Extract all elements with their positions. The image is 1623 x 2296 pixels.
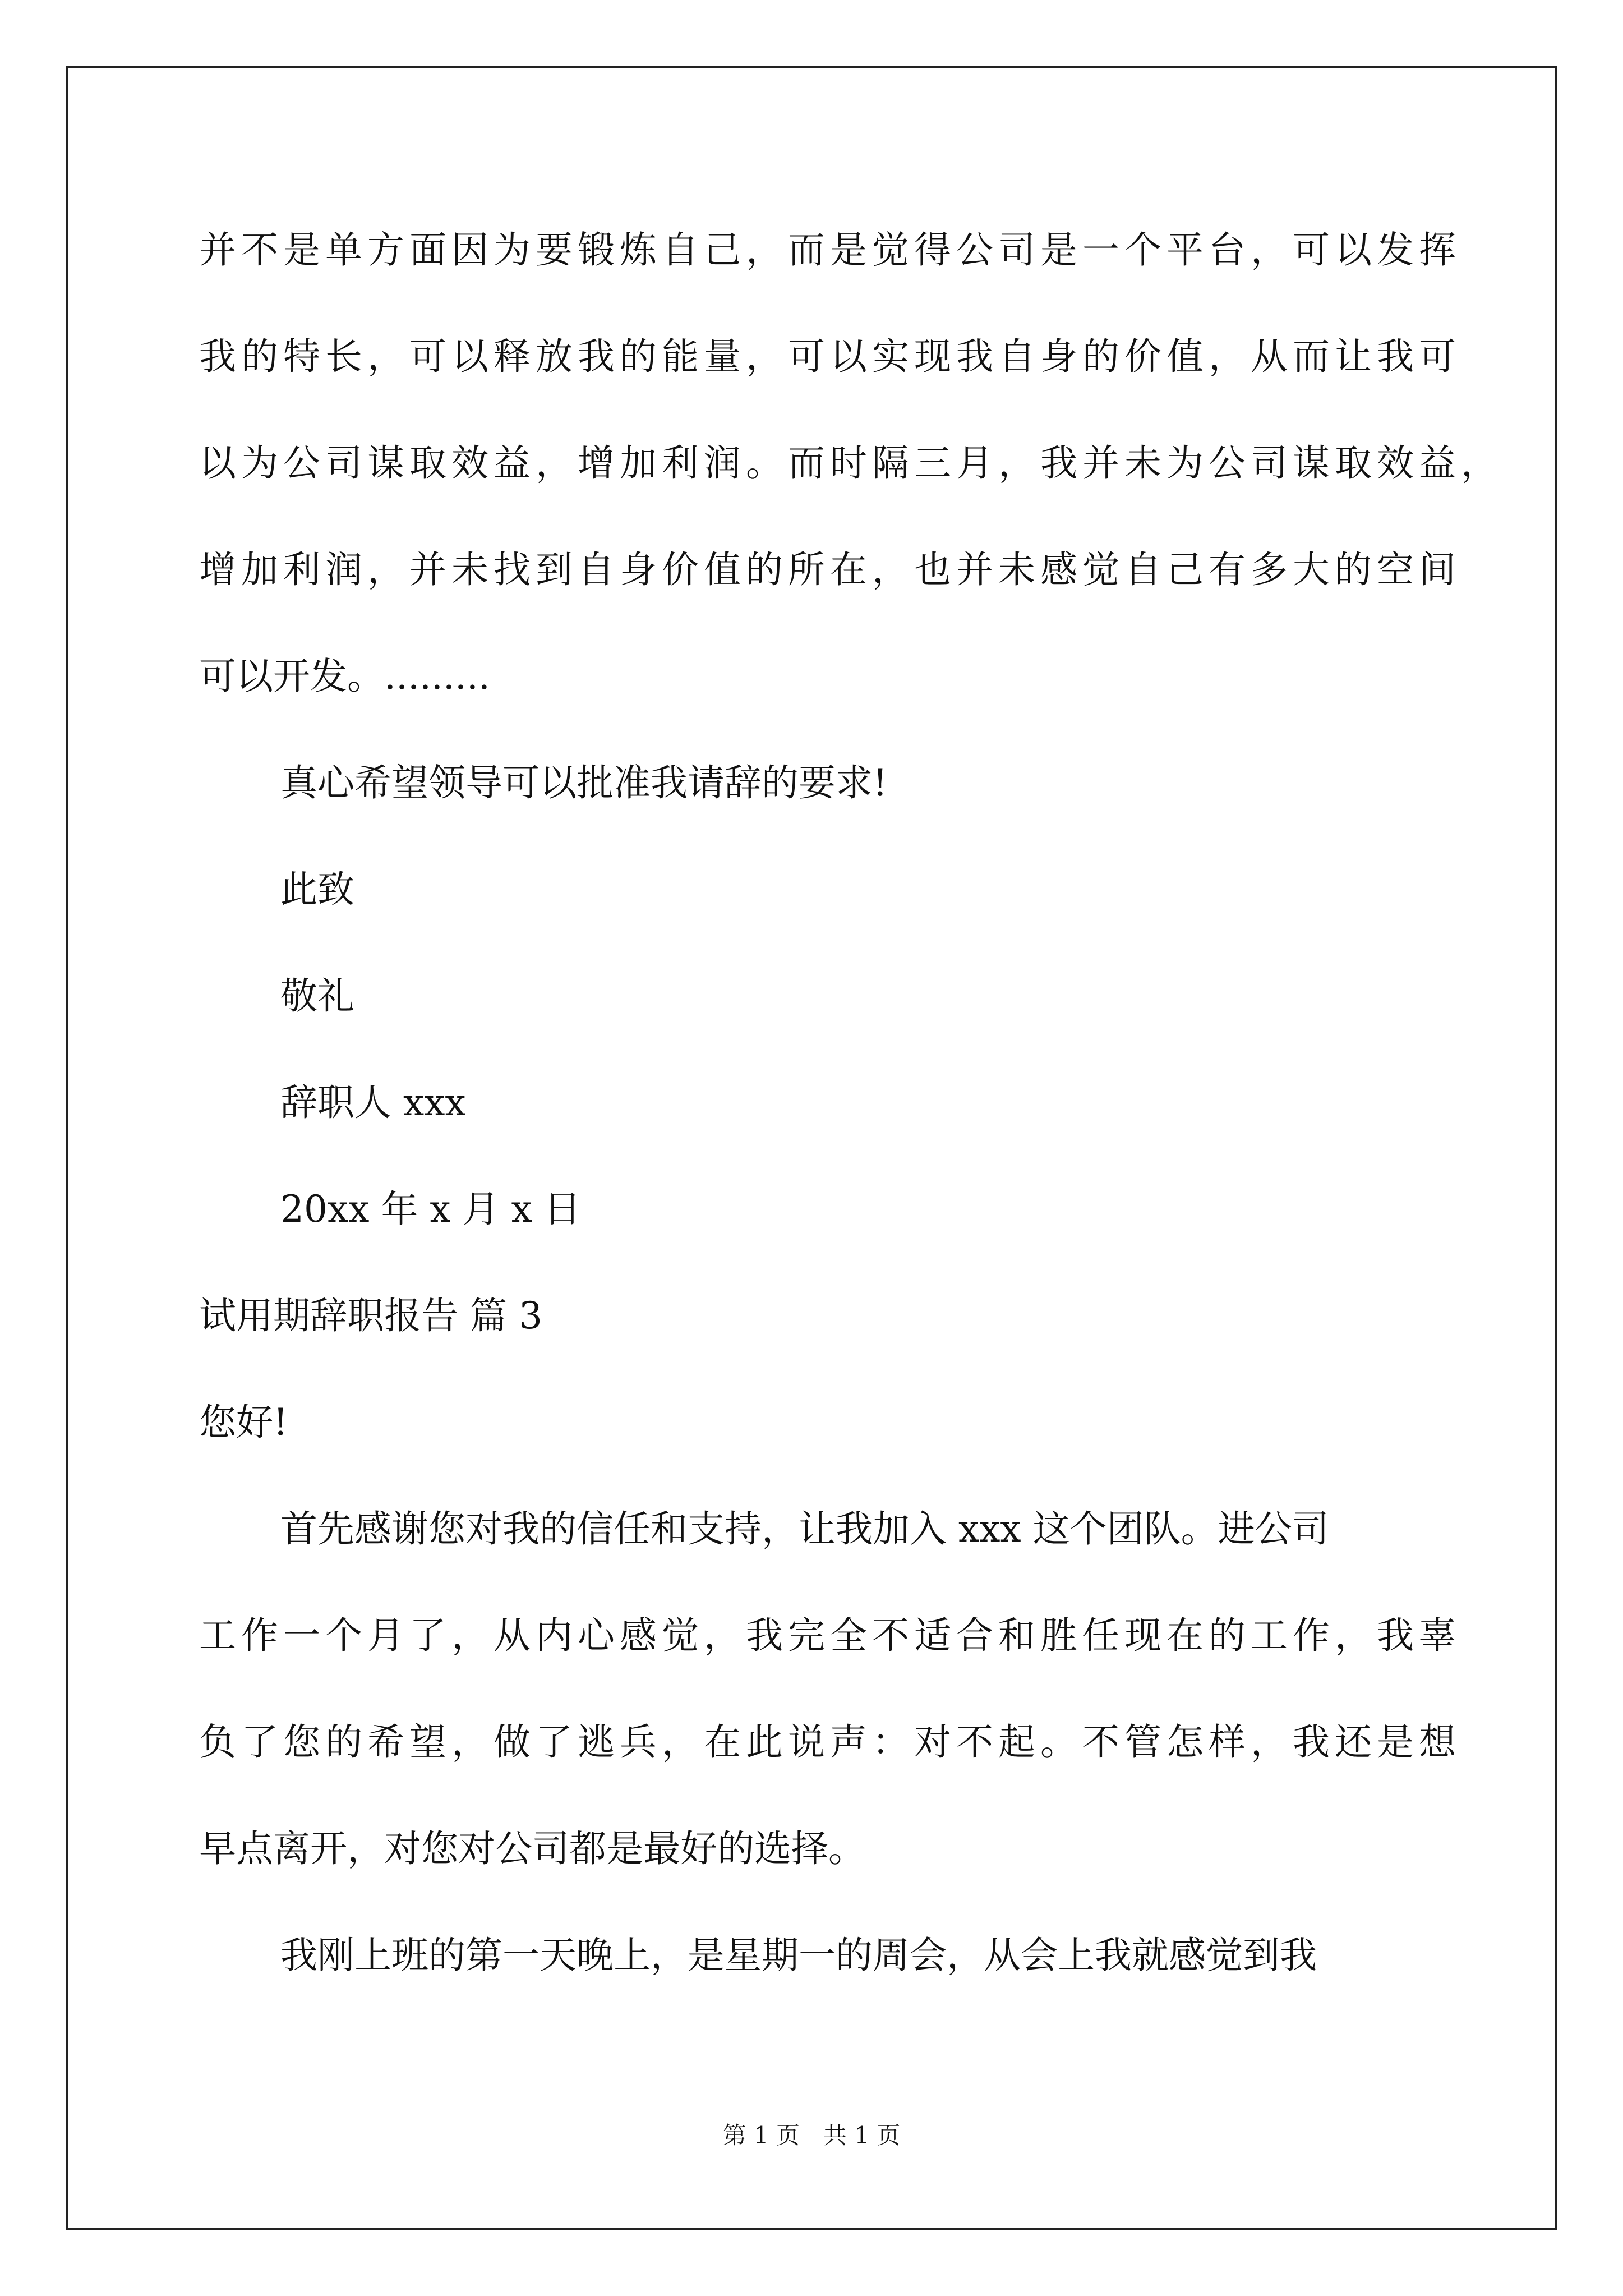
paragraph-1-line-5: 可以开发。......... [199,655,490,698]
greeting: 您好! [199,1401,288,1444]
paragraph-1-line-1: 并不是单方面因为要锻炼自己，而是觉得公司是一个平台，可以发挥 [199,228,1461,272]
paragraph-1-line-2: 我的特长，可以释放我的能量，可以实现我自身的价值，从而让我可 [199,335,1461,378]
closing-ci-zhi: 此致 [280,868,354,911]
date-line: 20xx 年 x 月 x 日 [280,1188,581,1231]
page-footer: 第 1 页 共 1 页 [722,2122,901,2149]
request-text: 真心希望领导可以批准我请辞的要求! [280,761,888,804]
paragraph-2-line-4: 早点离开，对您对公司都是最好的选择。 [199,1827,865,1870]
page-border [66,66,1557,2230]
signature: 辞职人 xxx [280,1081,466,1124]
paragraph-2-line-3: 负了您的希望，做了逃兵，在此说声：对不起。不管怎样，我还是想 [199,1720,1461,1764]
closing-jing-li: 敬礼 [280,974,354,1018]
paragraph-2-line-1: 首先感谢您对我的信任和支持，让我加入 xxx 这个团队。进公司 [280,1507,1329,1550]
paragraph-1-line-4: 增加利润，并未找到自身价值的所在，也并未感觉自己有多大的空间 [199,548,1461,591]
paragraph-3-line-1: 我刚上班的第一天晚上，是星期一的周会，从会上我就感觉到我 [280,1934,1317,1977]
section-title: 试用期辞职报告 篇 3 [199,1294,542,1337]
paragraph-2-line-2: 工作一个月了，从内心感觉，我完全不适合和胜任现在的工作，我辜 [199,1614,1461,1657]
paragraph-1-line-3: 以为公司谋取效益，增加利润。而时隔三月，我并未为公司谋取效益， [199,441,1503,485]
